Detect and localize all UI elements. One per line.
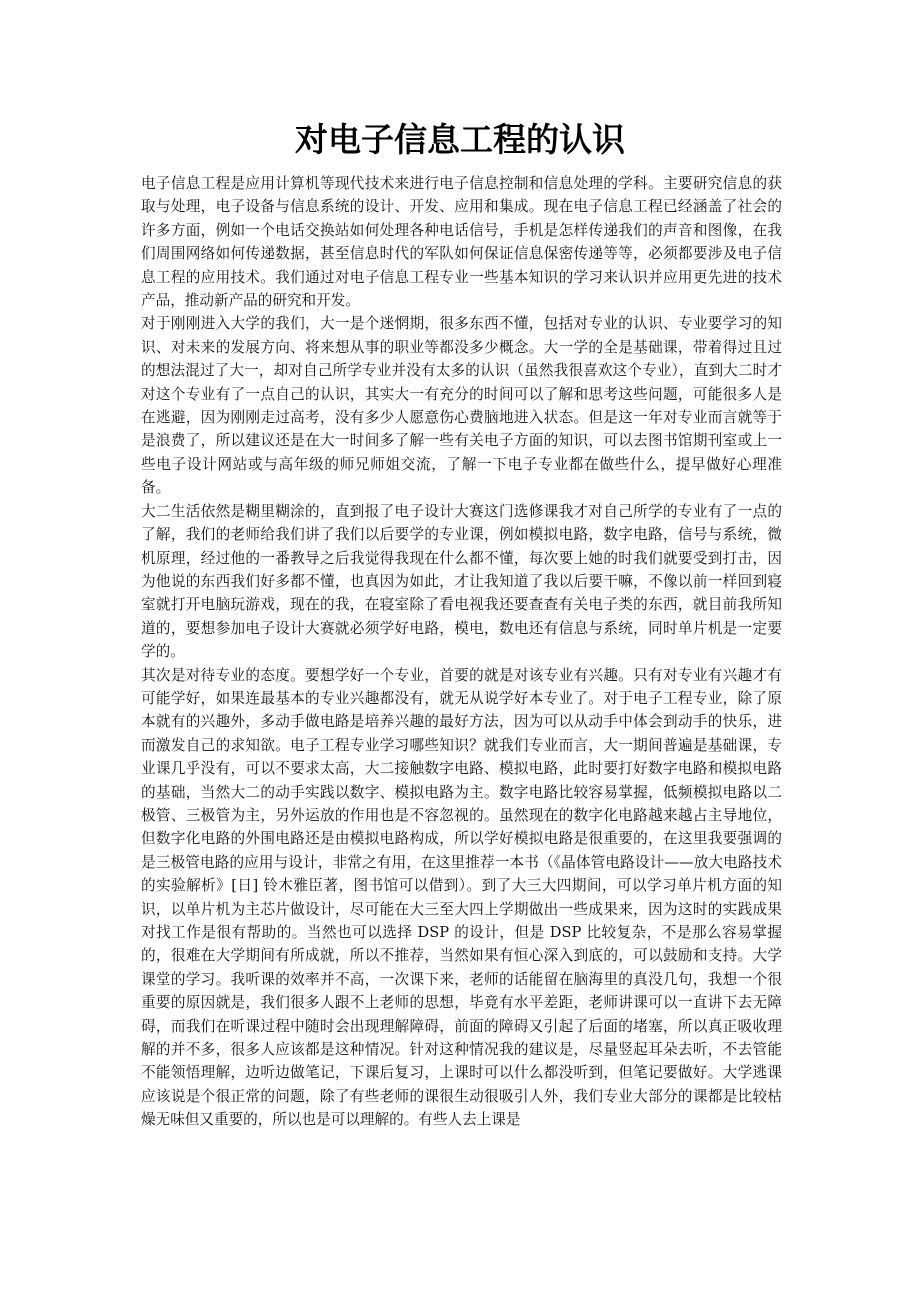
paragraph-4: 其次是对待专业的态度。要想学好一个专业，首要的就是对该专业有兴趣。只有对专业有兴趣才有可能学好，如果连最基本的专业兴趣都没有，就无从说学好本专业了。对于电子工程专业，除了原本就有的兴趣外，多动手做电路是培养兴趣的最好方法，因为可以从动手中体会到动手的快乐，进而激发自己的求知欲。电子工程专业学习哪些知识？就我们专业而言，大一期间普遍是基础课，专业课几乎没有，可以不要求太高，大二接触数字电路、模拟电路，此时要打好数字电路和模拟电路的基础，当然大二的动手实践以数字、模拟电路为主。数字电路比较容易掌握，低频模拟电路以二极管、三极管为主，另外运放的作用也是不容忽视的。虽然现在的数字化电路越来越占主导地位，但数字化电路的外围电路还是由模拟电路构成，所以学好模拟电路是很重要的，在这里我要强调的是三极管电路的应用与设计，非常之有用，在这里推荐一本书（《晶体管电路设计——放大电路技术的实验解析》[日] 铃木雅臣著，图书馆可以借到）。到了大三大四期间，可以学习单片机方面的知识，以单片机为主芯片做设计，尽可能在大三至大四上学期做出一些成果来，因为这时的实践成果对找工作是很有帮助的。当然也可以选择 DSP 的设计，但是 DSP 比较复杂，不是那么容易掌握的，很难在大学期间有所成就，所以不推荐，当然如果有恒心深入到底的，可以鼓励和支持。大学课堂的学习。我听课的效率并不高，一次课下来，老师的话能留在脑海里的真没几句，我想一个很重要的原因就是，我们很多人跟不上老师的思想，毕竟有水平差距，老师讲课可以一直讲下去无障碍，而我们在听课过程中随时会出现理解障碍，前面的障碍又引起了后面的堵塞，所以真正吸收理解的并不多，很多人应该都是这种情况。针对这种情况我的建议是，尽量竖起耳朵去听，不去管能不能领悟理解，边听边做笔记，下课后复习，上课时可以什么都没听到，但笔记要做好。大学逃课应该说是个很正常的问题，除了有些老师的课很生动很吸引人外，我们专业大部分的课都是比较枯燥无味但又重要的，所以也是可以理解的。有些人去上课是	[141, 666, 782, 1129]
paragraph-2: 对于刚刚进入大学的我们，大一是个迷惘期，很多东西不懂，包括对专业的认识、专业要学习的知识、对未来的发展方向、将来想从事的职业等都没多少概念。大一学的全是基础课，带着得过且过的想法混过了大一，却对自己所学专业并没有太多的认识（虽然我很喜欢这个专业），直到大二时才对这个专业有了一点自己的认识，其实大一有充分的时间可以了解和思考这些问题，可能很多人是在逃避，因为刚刚走过高考，没有多少人愿意伤心费脑地进入状态。但是这一年对专业而言就等于是浪费了，所以建议还是在大一时间多了解一些有关电子方面的知识，可以去图书馆期刊室或上一些电子设计网站或与高年级的师兄师姐交流，了解一下电子专业都在做些什么，提早做好心理准备。	[141, 315, 782, 497]
paragraph-1: 电子信息工程是应用计算机等现代技术来进行电子信息控制和信息处理的学科。主要研究信息的获取与处理，电子设备与信息系统的设计、开发、应用和集成。现在电子信息工程已经涵盖了社会的许多方面，例如一个电话交换站如何处理各种电话信号，手机是怎样传递我们的声音和图像，在我们周围网络如何传递数据，甚至信息时代的军队如何保证信息保密传递等等，必须都要涉及电子信息工程的应用技术。我们通过对电子信息工程专业一些基本知识的学习来认识并应用更先进的技术产品，推动新产品的研究和开发。	[141, 175, 782, 310]
paragraph-3: 大二生活依然是糊里糊涂的，直到报了电子设计大赛这门选修课我才对自己所学的专业有了一点的了解，我们的老师给我们讲了我们以后要学的专业课，例如模拟电路，数字电路，信号与系统，微机原理，经过他的一番教导之后我觉得我现在什么都不懂，每次要上她的时我们就要受到打击，因为他说的东西我们好多都不懂，也真因为如此，才让我知道了我以后要干嘛，不像以前一样回到寝室就打开电脑玩游戏，现在的我，在寝室除了看电视我还要查查有关电子类的东西，就目前我所知道的，要想参加电子设计大赛就必须学好电路，模电，数电还有信息与系统，同时单片机是一定要学的。	[141, 502, 782, 661]
document-body	[141, 172, 782, 1132]
document-title: 对电子信息工程的认识	[295, 120, 625, 159]
